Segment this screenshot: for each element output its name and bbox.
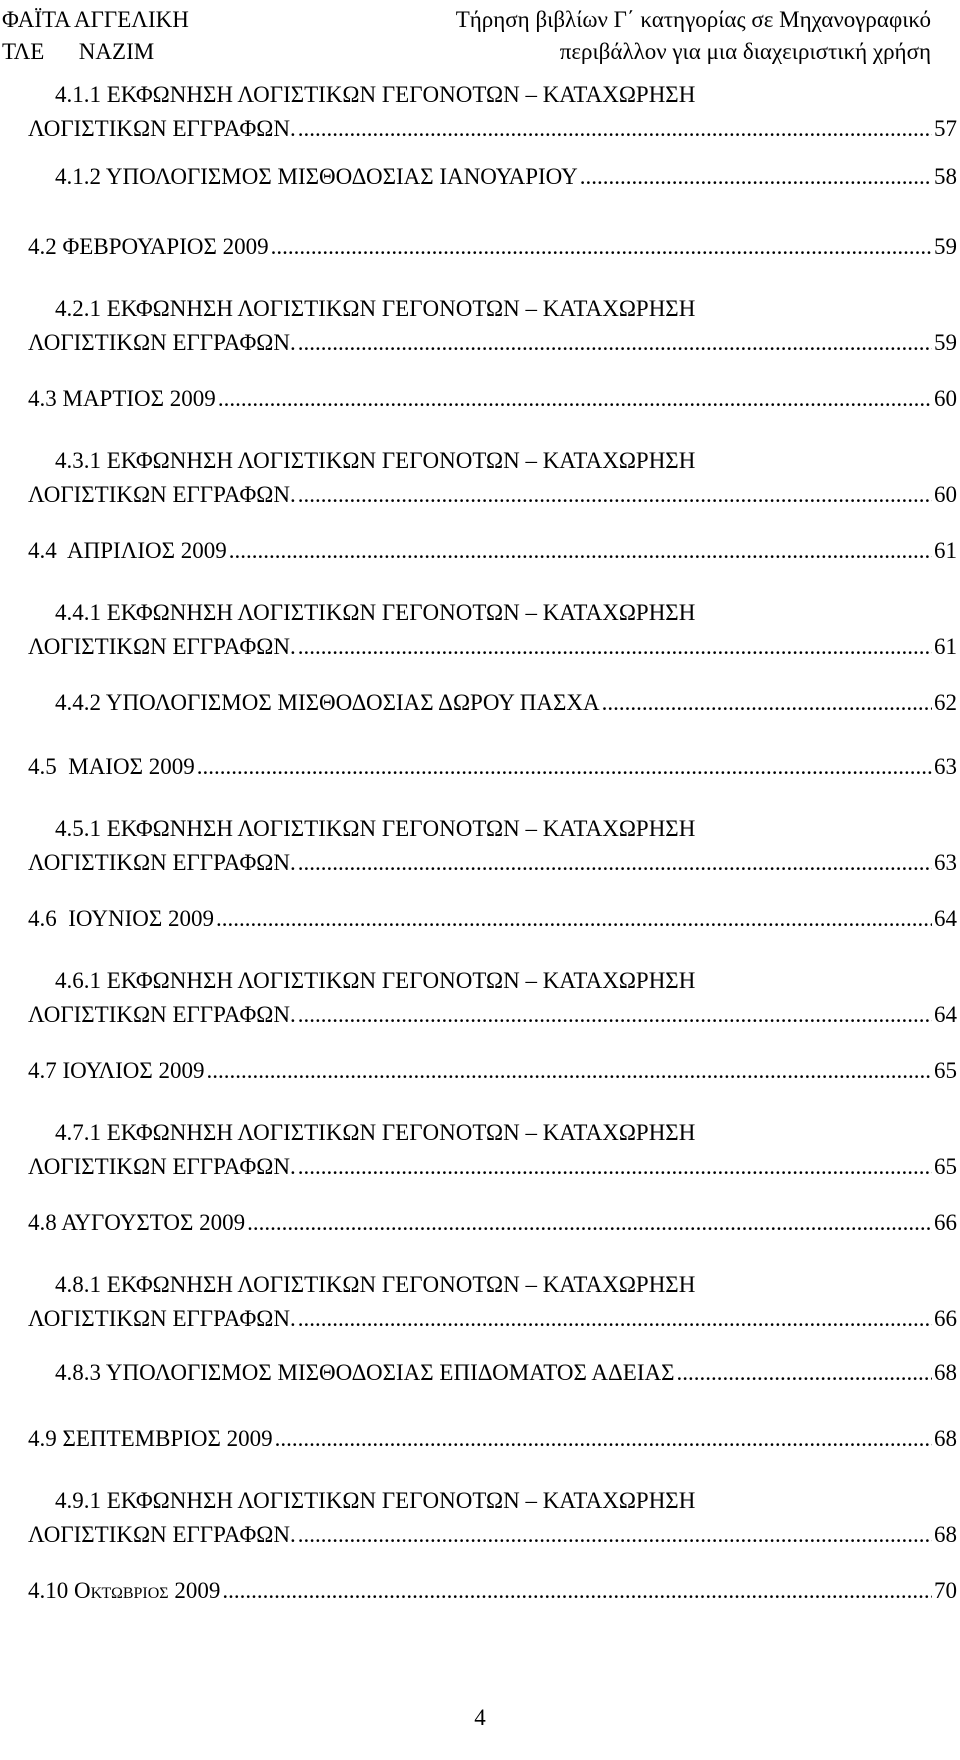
- toc-entry-page: 68: [934, 1360, 957, 1385]
- dot-leader: [218, 384, 932, 414]
- dot-leader: [580, 162, 932, 192]
- dot-leader: [298, 632, 932, 662]
- toc-entry-title-cont: ΛΟΓΙΣΤΙΚΩΝ ΕΓΓΡΑΦΩΝ.: [28, 1002, 296, 1027]
- toc-entry-title: 4.5 ΜΑΙΟΣ 2009: [28, 754, 195, 779]
- toc-entry-page: 62: [934, 690, 957, 715]
- toc-entry-title-cont: ΛΟΓΙΣΤΙΚΩΝ ΕΓΓΡΑΦΩΝ.: [28, 482, 296, 507]
- page-number: 4: [474, 1705, 486, 1730]
- dot-leader: [298, 1304, 932, 1334]
- dot-leader: [298, 114, 932, 144]
- toc-entry-title-cont: ΛΟΓΙΣΤΙΚΩΝ ΕΓΓΡΑΦΩΝ.: [28, 1306, 296, 1331]
- toc-entry-page: 68: [934, 1522, 957, 1547]
- dot-leader: [298, 1520, 932, 1550]
- toc-entry-title-cont: ΛΟΓΙΣΤΙΚΩΝ ΕΓΓΡΑΦΩΝ.: [28, 1522, 296, 1547]
- toc-entry-title-cont: ΛΟΓΙΣΤΙΚΩΝ ΕΓΓΡΑΦΩΝ.: [28, 330, 296, 355]
- toc-entry-page: 60: [934, 482, 957, 507]
- dot-leader: [298, 480, 932, 510]
- toc-entry-title: 4.7.1 ΕΚΦΩΝΗΣΗ ΛΟΓΙΣΤΙΚΩΝ ΓΕΓΟΝΟΤΩΝ – ΚΑΤΑΧΩΡΗΣΗ: [55, 1120, 696, 1145]
- dot-leader: [298, 1000, 932, 1030]
- header-author-line-2: ΤΛΕ ΝΑΖΙΜ: [2, 39, 155, 64]
- toc-entry-title: 4.9.1 ΕΚΦΩΝΗΣΗ ΛΟΓΙΣΤΙΚΩΝ ΓΕΓΟΝΟΤΩΝ – ΚΑΤΑΧΩΡΗΣΗ: [55, 1488, 696, 1513]
- header-title-line-1: Τήρηση βιβλίων Γ΄ κατηγορίας σε Μηχανογραφικό: [455, 7, 931, 32]
- toc-entry-page: 59: [934, 234, 957, 259]
- toc-entry-page: 63: [934, 754, 957, 779]
- toc-entry-page: 58: [934, 164, 957, 189]
- toc-entry-page: 65: [934, 1154, 957, 1179]
- toc-entry-title-cont: ΛΟΓΙΣΤΙΚΩΝ ΕΓΓΡΑΦΩΝ.: [28, 1154, 296, 1179]
- toc-entry-page: 64: [934, 1002, 957, 1027]
- toc-entry-title-cont: ΛΟΓΙΣΤΙΚΩΝ ΕΓΓΡΑΦΩΝ.: [28, 850, 296, 875]
- toc-entry-title: 4.4 ΑΠΡΙΛΙΟΣ 2009: [28, 538, 227, 563]
- toc-entry-page: 65: [934, 1058, 957, 1083]
- dot-leader: [247, 1208, 932, 1238]
- toc-entry-title: 4.8.3 ΥΠΟΛΟΓΙΣΜΟΣ ΜΙΣΘΟΔΟΣΙΑΣ ΕΠΙΔΟΜΑΤΟΣ ΑΔΕΙΑΣ: [55, 1360, 675, 1385]
- dot-leader: [222, 1576, 932, 1606]
- toc-entry-title: 4.6.1 ΕΚΦΩΝΗΣΗ ΛΟΓΙΣΤΙΚΩΝ ΓΕΓΟΝΟΤΩΝ – ΚΑΤΑΧΩΡΗΣΗ: [55, 968, 696, 993]
- header-author-line-1: ΦΑΪΤΑ ΑΓΓΕΛΙΚΗ: [2, 7, 189, 32]
- toc-entry-page: 70: [934, 1578, 957, 1603]
- header-title-line-2: περιβάλλον για μια διαχειριστική χρήση: [559, 39, 931, 64]
- toc-entry-page: 57: [934, 116, 957, 141]
- dot-leader: [275, 1424, 932, 1454]
- toc-entry-title: 4.8 ΑΥΓΟΥΣΤΟΣ 2009: [28, 1210, 246, 1235]
- dot-leader: [197, 752, 932, 782]
- dot-leader: [229, 536, 932, 566]
- toc-entry-title: 4.1.2 ΥΠΟΛΟΓΙΣΜΟΣ ΜΙΣΘΟΔΟΣΙΑΣ ΙΑΝΟΥΑΡΙΟΥ: [55, 164, 578, 189]
- dot-leader: [271, 232, 932, 262]
- dot-leader: [298, 328, 932, 358]
- toc-entry-title: 4.5.1 ΕΚΦΩΝΗΣΗ ΛΟΓΙΣΤΙΚΩΝ ΓΕΓΟΝΟΤΩΝ – ΚΑΤΑΧΩΡΗΣΗ: [55, 816, 696, 841]
- toc-entry-page: 64: [934, 906, 957, 931]
- toc-entry-title: 4.4.1 ΕΚΦΩΝΗΣΗ ΛΟΓΙΣΤΙΚΩΝ ΓΕΓΟΝΟΤΩΝ – ΚΑΤΑΧΩΡΗΣΗ: [55, 600, 696, 625]
- dot-leader: [676, 1358, 932, 1388]
- toc-entry-title-cont: ΛΟΓΙΣΤΙΚΩΝ ΕΓΓΡΑΦΩΝ.: [28, 634, 296, 659]
- toc-entry-page: 59: [934, 330, 957, 355]
- toc-entry-title: 4.7 ΙΟΥΛΙΟΣ 2009: [28, 1058, 205, 1083]
- toc-entry-title: 4.8.1 ΕΚΦΩΝΗΣΗ ΛΟΓΙΣΤΙΚΩΝ ΓΕΓΟΝΟΤΩΝ – ΚΑΤΑΧΩΡΗΣΗ: [55, 1272, 696, 1297]
- dot-leader: [298, 848, 932, 878]
- dot-leader: [207, 1056, 932, 1086]
- toc-entry-title: 4.3 ΜΑΡΤΙΟΣ 2009: [28, 386, 216, 411]
- toc-entry-title: 4.3.1 ΕΚΦΩΝΗΣΗ ΛΟΓΙΣΤΙΚΩΝ ΓΕΓΟΝΟΤΩΝ – ΚΑΤΑΧΩΡΗΣΗ: [55, 448, 696, 473]
- toc-entry-title: 4.6 ΙΟΥΝΙΟΣ 2009: [28, 906, 214, 931]
- toc-entry-page: 66: [934, 1306, 957, 1331]
- toc-entry-title: 4.10 Οκτωβριος 2009: [28, 1578, 221, 1603]
- dot-leader: [602, 688, 932, 718]
- dot-leader: [216, 904, 932, 934]
- toc-entry-title: 4.4.2 ΥΠΟΛΟΓΙΣΜΟΣ ΜΙΣΘΟΔΟΣΙΑΣ ΔΩΡΟΥ ΠΑΣΧΑ: [55, 690, 600, 715]
- toc-entry-title: 4.9 ΣΕΠΤΕΜΒΡΙΟΣ 2009: [28, 1426, 273, 1451]
- toc-entry-page: 66: [934, 1210, 957, 1235]
- toc-entry-title: 4.1.1 ΕΚΦΩΝΗΣΗ ΛΟΓΙΣΤΙΚΩΝ ΓΕΓΟΝΟΤΩΝ – ΚΑΤΑΧΩΡΗΣΗ: [55, 82, 696, 107]
- toc-entry-page: 68: [934, 1426, 957, 1451]
- toc-entry-title: 4.2 ΦΕΒΡΟΥΑΡΙΟΣ 2009: [28, 234, 269, 259]
- toc-entry-page: 61: [934, 538, 957, 563]
- toc-entry-page: 63: [934, 850, 957, 875]
- dot-leader: [298, 1152, 932, 1182]
- toc-entry-page: 61: [934, 634, 957, 659]
- toc-entry-title-cont: ΛΟΓΙΣΤΙΚΩΝ ΕΓΓΡΑΦΩΝ.: [28, 116, 296, 141]
- toc-entry-page: 60: [934, 386, 957, 411]
- toc-entry-title: 4.2.1 ΕΚΦΩΝΗΣΗ ΛΟΓΙΣΤΙΚΩΝ ΓΕΓΟΝΟΤΩΝ – ΚΑΤΑΧΩΡΗΣΗ: [55, 296, 696, 321]
